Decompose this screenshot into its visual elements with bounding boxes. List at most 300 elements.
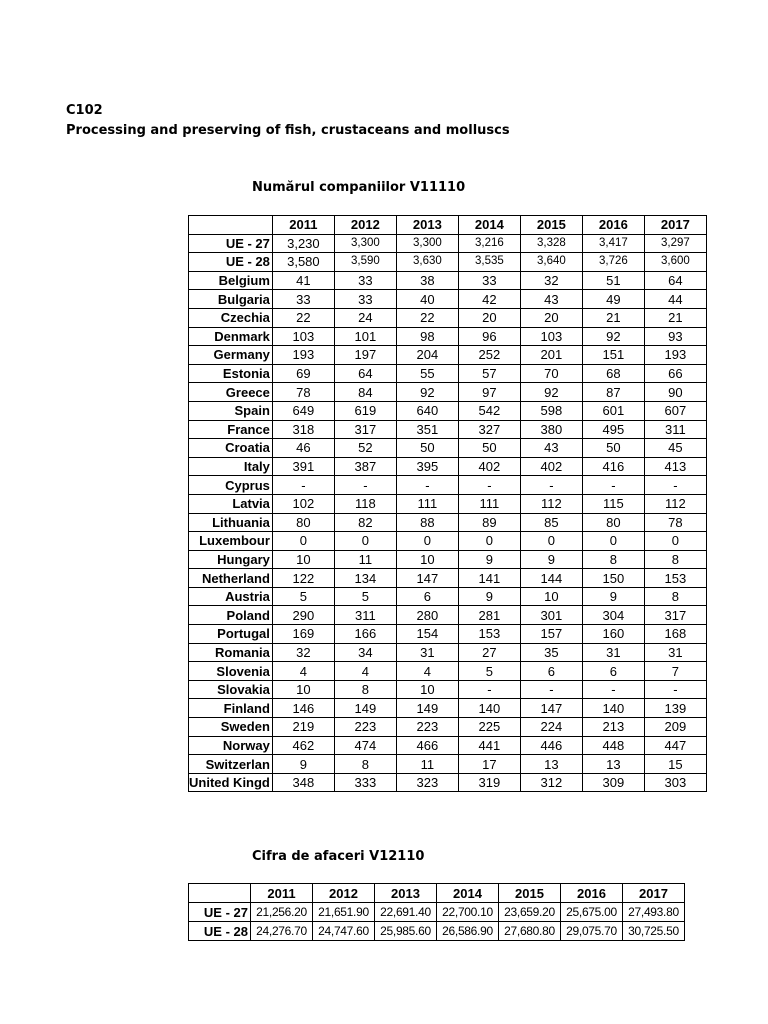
table-cell: 3,216	[458, 234, 520, 253]
table-cell: 10	[396, 680, 458, 699]
table-row	[189, 699, 707, 718]
table-row	[189, 680, 707, 699]
table-row	[189, 755, 707, 774]
table-cell: 44	[644, 290, 706, 309]
table-cell: 11	[334, 550, 396, 569]
table-cell: 80	[272, 513, 334, 532]
table-cell: 6	[520, 662, 582, 681]
table-cell: 607	[644, 401, 706, 420]
table-cell: 89	[458, 513, 520, 532]
table-row	[189, 606, 707, 625]
table-cell: 311	[644, 420, 706, 439]
table-cell: 111	[458, 494, 520, 513]
table-code: C102	[66, 103, 103, 118]
table-cell: 0	[272, 532, 334, 551]
year-header: 2016	[561, 884, 623, 903]
table-cell: 3,726	[582, 253, 644, 272]
header-corner-cell	[189, 216, 273, 235]
table-cell: 92	[520, 383, 582, 402]
table-cell: 380	[520, 420, 582, 439]
table-row	[189, 364, 707, 383]
table-cell: 112	[520, 494, 582, 513]
row-label: Estonia	[189, 364, 273, 383]
table-cell: 413	[644, 457, 706, 476]
row-label: Germany	[189, 346, 273, 365]
table-cell: 446	[520, 736, 582, 755]
year-header: 2017	[644, 216, 706, 235]
table-cell: 0	[334, 532, 396, 551]
table-cell: 5	[272, 587, 334, 606]
table-cell: 96	[458, 327, 520, 346]
year-header: 2011	[251, 884, 313, 903]
table-cell: 33	[334, 290, 396, 309]
table-cell: 70	[520, 364, 582, 383]
table-cell: 103	[520, 327, 582, 346]
table-cell: 38	[396, 271, 458, 290]
table-cell: 98	[396, 327, 458, 346]
table-cell: 3,297	[644, 234, 706, 253]
table-cell: 5	[334, 587, 396, 606]
table-cell: 33	[458, 271, 520, 290]
table-row	[189, 903, 685, 922]
table-cell: 103	[272, 327, 334, 346]
table-row	[189, 773, 707, 792]
table-cell: 466	[396, 736, 458, 755]
table-cell: 225	[458, 718, 520, 737]
row-label: Italy	[189, 457, 273, 476]
table-cell: 92	[396, 383, 458, 402]
table-cell: 153	[644, 569, 706, 588]
table-cell: 146	[272, 699, 334, 718]
table-cell: 66	[644, 364, 706, 383]
row-label: Slovenia	[189, 662, 273, 681]
table-cell: 8	[644, 587, 706, 606]
table-cell: 147	[396, 569, 458, 588]
table-cell: 303	[644, 773, 706, 792]
table-cell: 101	[334, 327, 396, 346]
table-cell: 46	[272, 439, 334, 458]
table-cell: 4	[334, 662, 396, 681]
table-cell: 9	[458, 587, 520, 606]
table-cell: 6	[582, 662, 644, 681]
table-cell: 151	[582, 346, 644, 365]
table-cell: 281	[458, 606, 520, 625]
table-row	[189, 401, 707, 420]
table-cell: 51	[582, 271, 644, 290]
page-title: Processing and preserving of fish, crustaceans and molluscs	[66, 123, 510, 138]
table-cell: 87	[582, 383, 644, 402]
table-cell: 311	[334, 606, 396, 625]
table-cell: 147	[520, 699, 582, 718]
table-cell: 351	[396, 420, 458, 439]
table-cell: 395	[396, 457, 458, 476]
table-cell: 30,725.50	[623, 922, 685, 941]
table-cell: 25,675.00	[561, 903, 623, 922]
table-row	[189, 625, 707, 644]
table-cell: 7	[644, 662, 706, 681]
row-label: UE - 28	[189, 253, 273, 272]
table-cell: 80	[582, 513, 644, 532]
table-header-row	[189, 884, 685, 903]
table-cell: 0	[458, 532, 520, 551]
table-row	[189, 457, 707, 476]
table-cell: 9	[458, 550, 520, 569]
table-cell: 42	[458, 290, 520, 309]
table-cell: 33	[334, 271, 396, 290]
table-cell: 13	[520, 755, 582, 774]
table-cell: 157	[520, 625, 582, 644]
table-cell: 252	[458, 346, 520, 365]
table-cell: 27,680.80	[499, 922, 561, 941]
table-cell: 9	[520, 550, 582, 569]
table-cell: -	[582, 680, 644, 699]
table-row	[189, 587, 707, 606]
table-cell: 21,651.90	[313, 903, 375, 922]
table-cell: 304	[582, 606, 644, 625]
table-row	[189, 439, 707, 458]
table-cell: 4	[272, 662, 334, 681]
table-cell: 140	[458, 699, 520, 718]
table-cell: 144	[520, 569, 582, 588]
table-cell: 43	[520, 290, 582, 309]
row-label: Switzerlan	[189, 755, 273, 774]
table-row	[189, 346, 707, 365]
row-label: Belgium	[189, 271, 273, 290]
table-cell: 11	[396, 755, 458, 774]
table-cell: 0	[582, 532, 644, 551]
table-cell: 301	[520, 606, 582, 625]
table-cell: 10	[272, 680, 334, 699]
table-cell: 21	[582, 308, 644, 327]
table-cell: 309	[582, 773, 644, 792]
table2-caption: Cifra de afaceri V12110	[252, 849, 425, 864]
row-label: UE - 28	[189, 922, 251, 941]
table-cell: 387	[334, 457, 396, 476]
table-cell: 3,580	[272, 253, 334, 272]
table-row	[189, 494, 707, 513]
row-label: Spain	[189, 401, 273, 420]
table-cell: 29,075.70	[561, 922, 623, 941]
table-cell: 402	[458, 457, 520, 476]
row-label: France	[189, 420, 273, 439]
table-cell: 50	[582, 439, 644, 458]
table-cell: 323	[396, 773, 458, 792]
table-cell: 27,493.80	[623, 903, 685, 922]
table-cell: 416	[582, 457, 644, 476]
table-cell: 97	[458, 383, 520, 402]
table-cell: 111	[396, 494, 458, 513]
table-cell: 542	[458, 401, 520, 420]
table-cell: 168	[644, 625, 706, 644]
table-cell: 474	[334, 736, 396, 755]
table-cell: 64	[644, 271, 706, 290]
table-cell: 33	[272, 290, 334, 309]
row-label: Austria	[189, 587, 273, 606]
table-cell: 34	[334, 643, 396, 662]
table-cell: 90	[644, 383, 706, 402]
table-cell: 141	[458, 569, 520, 588]
table-cell: -	[458, 476, 520, 495]
table-row	[189, 550, 707, 569]
table-cell: 10	[272, 550, 334, 569]
table-row	[189, 234, 707, 253]
table-cell: 78	[644, 513, 706, 532]
row-label: Sweden	[189, 718, 273, 737]
table-cell: 447	[644, 736, 706, 755]
table-row	[189, 271, 707, 290]
table-cell: 9	[272, 755, 334, 774]
table-row	[189, 327, 707, 346]
table-cell: 3,300	[334, 234, 396, 253]
table-row	[189, 290, 707, 309]
table-cell: 25,985.60	[375, 922, 437, 941]
table-cell: 640	[396, 401, 458, 420]
table-row	[189, 308, 707, 327]
table-cell: 8	[334, 755, 396, 774]
year-header: 2014	[458, 216, 520, 235]
row-label: Denmark	[189, 327, 273, 346]
table-cell: 3,640	[520, 253, 582, 272]
table-cell: 68	[582, 364, 644, 383]
year-header: 2017	[623, 884, 685, 903]
row-label: Netherland	[189, 569, 273, 588]
table-cell: 219	[272, 718, 334, 737]
table-row	[189, 420, 707, 439]
table-cell: 17	[458, 755, 520, 774]
table-row	[189, 513, 707, 532]
table-cell: 85	[520, 513, 582, 532]
table-cell: 193	[644, 346, 706, 365]
table-cell: 24,276.70	[251, 922, 313, 941]
row-label: United Kingd	[189, 773, 273, 792]
table-cell: 3,300	[396, 234, 458, 253]
table-cell: 22,700.10	[437, 903, 499, 922]
table-cell: 209	[644, 718, 706, 737]
table-cell: -	[520, 680, 582, 699]
year-header: 2015	[499, 884, 561, 903]
row-label: Croatia	[189, 439, 273, 458]
table-cell: 49	[582, 290, 644, 309]
table-cell: 213	[582, 718, 644, 737]
table-cell: 31	[644, 643, 706, 662]
table-cell: 15	[644, 755, 706, 774]
table-cell: 204	[396, 346, 458, 365]
table-cell: 118	[334, 494, 396, 513]
table-cell: 333	[334, 773, 396, 792]
table-cell: 441	[458, 736, 520, 755]
table-cell: 166	[334, 625, 396, 644]
table-cell: 64	[334, 364, 396, 383]
table-cell: 160	[582, 625, 644, 644]
table-cell: -	[396, 476, 458, 495]
row-label: Greece	[189, 383, 273, 402]
year-header: 2012	[334, 216, 396, 235]
row-label: Bulgaria	[189, 290, 273, 309]
table-cell: 57	[458, 364, 520, 383]
table-cell: 169	[272, 625, 334, 644]
table-cell: -	[334, 476, 396, 495]
table-cell: 348	[272, 773, 334, 792]
table-cell: 82	[334, 513, 396, 532]
table-row	[189, 922, 685, 941]
companies-table	[188, 215, 707, 792]
table-cell: 20	[520, 308, 582, 327]
table-cell: -	[644, 680, 706, 699]
table-cell: -	[272, 476, 334, 495]
table-row	[189, 253, 707, 272]
table-cell: 495	[582, 420, 644, 439]
table-cell: 280	[396, 606, 458, 625]
table-cell: 134	[334, 569, 396, 588]
table-cell: 319	[458, 773, 520, 792]
table-cell: 23,659.20	[499, 903, 561, 922]
table-cell: 317	[334, 420, 396, 439]
table-header-row	[189, 216, 707, 235]
table-row	[189, 736, 707, 755]
year-header: 2013	[375, 884, 437, 903]
table-cell: 32	[520, 271, 582, 290]
table-cell: 55	[396, 364, 458, 383]
table-cell: 50	[396, 439, 458, 458]
table-cell: 193	[272, 346, 334, 365]
table-cell: 21,256.20	[251, 903, 313, 922]
table-cell: 149	[396, 699, 458, 718]
table-cell: 649	[272, 401, 334, 420]
table-cell: 112	[644, 494, 706, 513]
table-cell: 3,535	[458, 253, 520, 272]
table-cell: 312	[520, 773, 582, 792]
table-cell: -	[582, 476, 644, 495]
table-cell: 32	[272, 643, 334, 662]
table-cell: 598	[520, 401, 582, 420]
table-cell: 318	[272, 420, 334, 439]
table-cell: 3,600	[644, 253, 706, 272]
row-label: UE - 27	[189, 234, 273, 253]
table-cell: 8	[582, 550, 644, 569]
table-cell: 3,417	[582, 234, 644, 253]
year-header: 2011	[272, 216, 334, 235]
table-cell: 154	[396, 625, 458, 644]
table-cell: 50	[458, 439, 520, 458]
table-cell: 35	[520, 643, 582, 662]
row-label: Romania	[189, 643, 273, 662]
table-cell: -	[458, 680, 520, 699]
table-cell: 448	[582, 736, 644, 755]
row-label: Hungary	[189, 550, 273, 569]
table-cell: 462	[272, 736, 334, 755]
table-cell: 69	[272, 364, 334, 383]
header-corner-cell	[189, 884, 251, 903]
table1-caption: Numărul companiilor V11110	[252, 180, 466, 195]
table-row	[189, 476, 707, 495]
table-cell: 601	[582, 401, 644, 420]
table-cell: 24,747.60	[313, 922, 375, 941]
table-cell: 31	[582, 643, 644, 662]
row-label: Norway	[189, 736, 273, 755]
table-cell: 115	[582, 494, 644, 513]
year-header: 2012	[313, 884, 375, 903]
row-label: Portugal	[189, 625, 273, 644]
table-cell: 122	[272, 569, 334, 588]
table-cell: 20	[458, 308, 520, 327]
table-row	[189, 532, 707, 551]
table-row	[189, 569, 707, 588]
table-cell: 52	[334, 439, 396, 458]
table-cell: 10	[396, 550, 458, 569]
table-cell: 3,590	[334, 253, 396, 272]
table-cell: 24	[334, 308, 396, 327]
table-cell: 9	[582, 587, 644, 606]
table-cell: 0	[644, 532, 706, 551]
year-header: 2014	[437, 884, 499, 903]
table-row	[189, 718, 707, 737]
table-row	[189, 662, 707, 681]
table-cell: 223	[334, 718, 396, 737]
table-cell: 201	[520, 346, 582, 365]
row-label: Cyprus	[189, 476, 273, 495]
year-header: 2015	[520, 216, 582, 235]
table-cell: 139	[644, 699, 706, 718]
table-cell: 317	[644, 606, 706, 625]
table-cell: 84	[334, 383, 396, 402]
table-cell: 8	[644, 550, 706, 569]
table-cell: 402	[520, 457, 582, 476]
row-label: Slovakia	[189, 680, 273, 699]
table-cell: 3,230	[272, 234, 334, 253]
row-label: Luxembour	[189, 532, 273, 551]
table-cell: 223	[396, 718, 458, 737]
table-cell: 4	[396, 662, 458, 681]
table-cell: 31	[396, 643, 458, 662]
row-label: Finland	[189, 699, 273, 718]
table-cell: 327	[458, 420, 520, 439]
table-cell: 290	[272, 606, 334, 625]
row-label: UE - 27	[189, 903, 251, 922]
table-cell: 27	[458, 643, 520, 662]
table-cell: 150	[582, 569, 644, 588]
table-cell: 92	[582, 327, 644, 346]
table-row	[189, 383, 707, 402]
table-cell: 13	[582, 755, 644, 774]
table-cell: 3,328	[520, 234, 582, 253]
table-cell: 6	[396, 587, 458, 606]
table-cell: 26,586.90	[437, 922, 499, 941]
table-cell: 197	[334, 346, 396, 365]
table-cell: 0	[520, 532, 582, 551]
table-cell: 102	[272, 494, 334, 513]
turnover-table	[188, 883, 685, 941]
row-label: Czechia	[189, 308, 273, 327]
table-cell: 5	[458, 662, 520, 681]
table-cell: 43	[520, 439, 582, 458]
table-cell: 619	[334, 401, 396, 420]
row-label: Latvia	[189, 494, 273, 513]
table-cell: 21	[644, 308, 706, 327]
table-cell: 0	[396, 532, 458, 551]
table-cell: 10	[520, 587, 582, 606]
year-header: 2013	[396, 216, 458, 235]
year-header: 2016	[582, 216, 644, 235]
table-cell: 45	[644, 439, 706, 458]
table-cell: 40	[396, 290, 458, 309]
table-cell: 22,691.40	[375, 903, 437, 922]
table-cell: 153	[458, 625, 520, 644]
table-cell: 391	[272, 457, 334, 476]
table-cell: 149	[334, 699, 396, 718]
table-cell: 8	[334, 680, 396, 699]
table-cell: 78	[272, 383, 334, 402]
table-cell: 22	[272, 308, 334, 327]
